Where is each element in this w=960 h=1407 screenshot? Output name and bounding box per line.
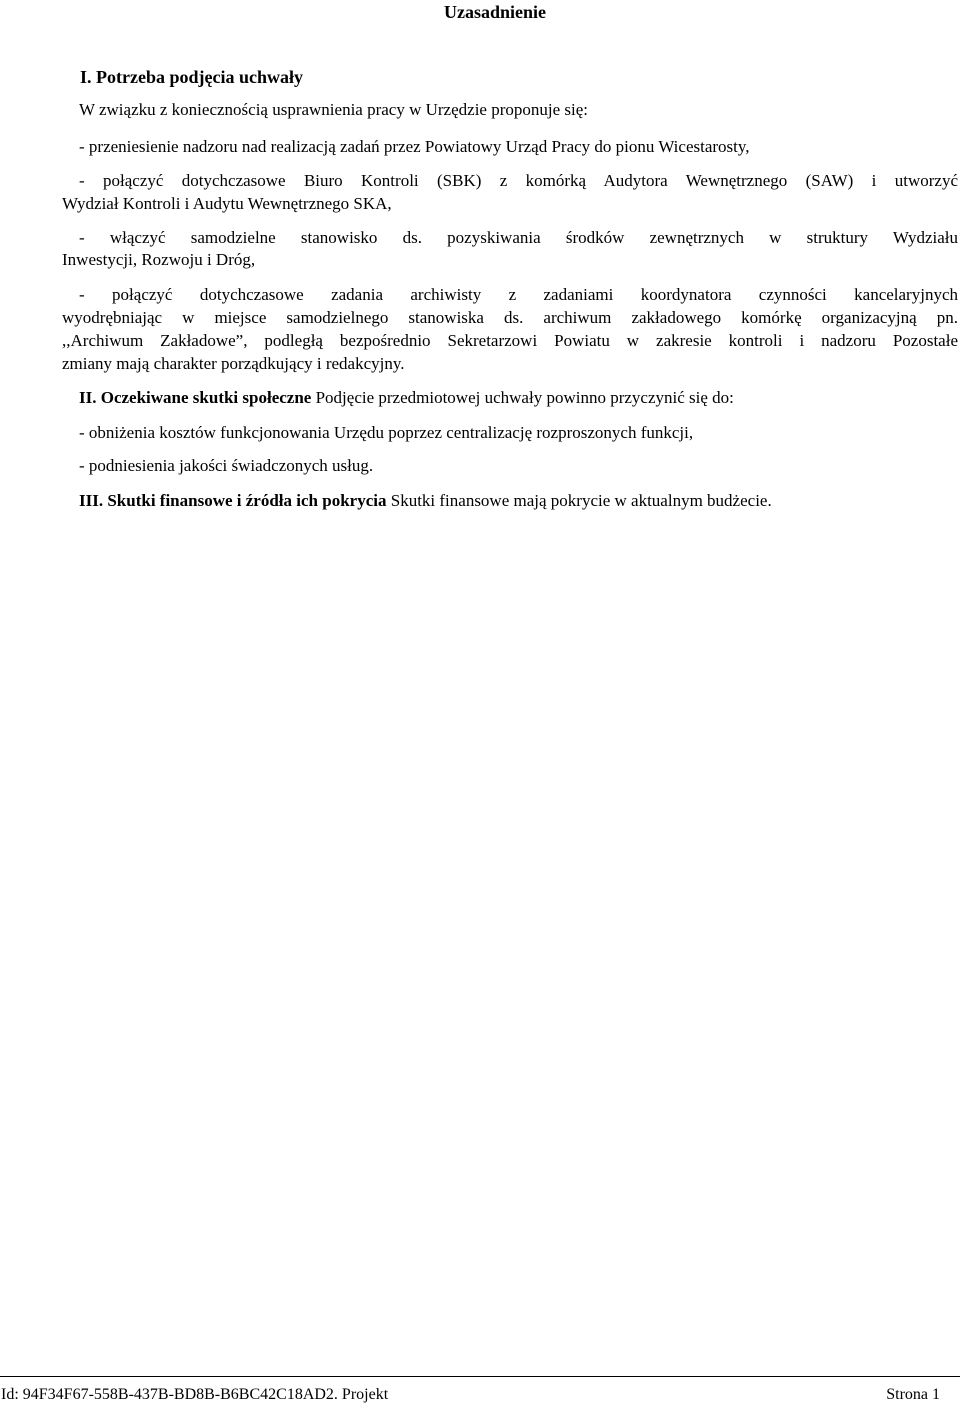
list-item: - włączyć samodzielne stanowisko ds. pozyskiwania środków zewnętrznych w struktury Wydziału: [79, 228, 958, 247]
list-item-continuation: wyodrębniając w miejsce samodzielnego stanowiska ds. archiwum zakładowego komórkę organizacyjną pn.: [62, 308, 958, 327]
section-2-text: Podjęcie przedmiotowej uchwały powinno przyczynić się do:: [311, 388, 734, 407]
section-1-intro: W związku z koniecznością usprawnienia pracy w Urzędzie proponuje się:: [79, 100, 589, 119]
list-item: - połączyć dotychczasowe zadania archiwisty z zadaniami koordynatora czynności kancelaryjnych: [79, 285, 958, 304]
list-item: - połączyć dotychczasowe Biuro Kontroli (SBK) z komórką Audytora Wewnętrznego (SAW) i utworzyć: [79, 171, 958, 190]
section-2-heading: II. Oczekiwane skutki społeczne: [79, 388, 312, 407]
section-1-heading: I. Potrzeba podjęcia uchwały: [80, 67, 303, 87]
footer-page-number: Strona 1: [886, 1386, 940, 1403]
footer-divider: [0, 1376, 960, 1377]
section-3-heading: III. Skutki finansowe i źródła ich pokrycia: [79, 491, 387, 510]
section-3-paragraph: [79, 490, 772, 512]
list-item: - podniesienia jakości świadczonych usług.: [79, 456, 374, 475]
page-title: Uzasadnienie: [443, 2, 546, 22]
section-3-text: Skutki finansowe mają pokrycie w aktualnym budżecie.: [386, 491, 772, 510]
section-2-paragraph: [79, 387, 734, 409]
footer-document-id: Id: 94F34F67-558B-437B-BD8B-B6BC42C18AD2. Projekt: [1, 1386, 389, 1403]
list-item-continuation: Inwestycji, Rozwoju i Dróg,: [62, 250, 256, 269]
list-item-continuation: ,,Archiwum Zakładowe”, podległą bezpośrednio Sekretarzowi Powiatu w zakresie kontroli i nadzoru Pozostałe: [62, 331, 958, 350]
list-item: - przeniesienie nadzoru nad realizacją zadań przez Powiatowy Urząd Pracy do pionu Wicestarosty,: [79, 137, 750, 156]
list-item-continuation: Wydział Kontroli i Audytu Wewnętrznego SKA,: [62, 194, 392, 213]
list-item: - obniżenia kosztów funkcjonowania Urzędu poprzez centralizację rozproszonych funkcji,: [79, 423, 694, 442]
list-item-continuation: zmiany mają charakter porządkujący i redakcyjny.: [62, 354, 405, 373]
